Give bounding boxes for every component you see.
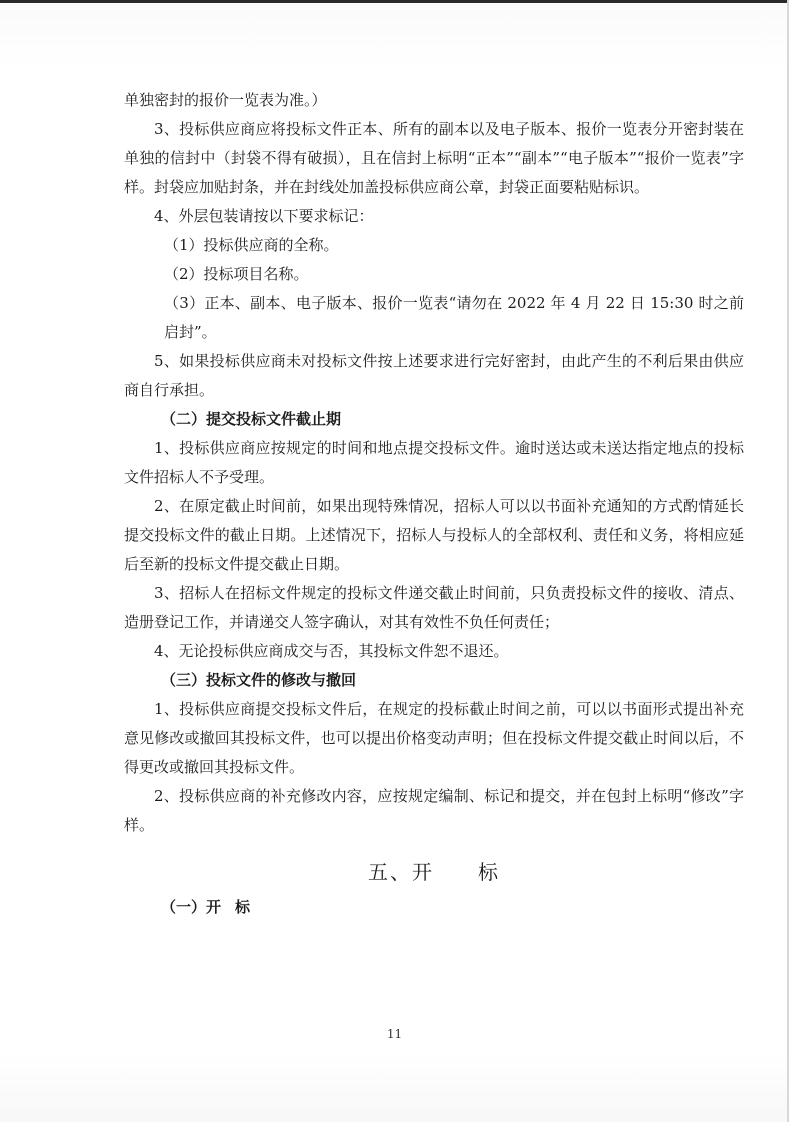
subsection-title-right: 标 — [235, 898, 251, 916]
chapter-title-left: 五、开 — [368, 860, 434, 884]
modification-item: 2、投标供应商的补充修改内容，应按规定编制、标记和提交，并在包封上标明“修改”字样。 — [124, 787, 744, 834]
document-body — [124, 86, 744, 922]
paragraph-item-4: 4、外层包装请按以下要求标记： — [154, 207, 374, 225]
paragraph-continuation: 单独密封的报价一览表为准。） — [124, 91, 327, 109]
subitem-4-2: （2）投标项目名称。 — [164, 265, 309, 283]
modification-item: 1、投标供应商提交投标文件后，在规定的投标截止时间之前，可以以书面形式提出补充意见修改或撤回其投标文件，也可以提出价格变动声明；但在投标文件提交截止时间以后，不得更改或撤回其投标文件。 — [124, 700, 744, 776]
section-heading-deadline: （二）提交投标文件截止期 — [161, 410, 342, 428]
subitem-4-3: （3）正本、副本、电子版本、报价一览表“请勿在 2022 年 4 月 22 日 15:30 时之前启封”。 — [164, 294, 744, 341]
chapter-title — [124, 858, 744, 887]
chapter-title-right: 标 — [478, 860, 500, 884]
paragraph-item-5: 5、如果投标供应商未对投标文件按上述要求进行完好密封，由此产生的不利后果由供应商自行承担。 — [124, 352, 744, 399]
subitem-4-1: （1）投标供应商的全称。 — [164, 236, 339, 254]
deadline-item: 1、投标供应商应按规定的时间和地点提交投标文件。逾时送达或未送达指定地点的投标文件招标人不予受理。 — [124, 439, 744, 486]
page-number: 11 — [386, 1027, 403, 1041]
top-border — [0, 0, 789, 3]
deadline-item: 3、招标人在招标文件规定的投标文件递交截止时间前，只负责投标文件的接收、清点、造册登记工作，并请递交人签字确认，对其有效性不负任何责任； — [124, 584, 744, 631]
deadline-item: 4、无论投标供应商成交与否，其投标文件恕不退还。 — [154, 642, 509, 660]
section-heading-modification: （三）投标文件的修改与撤回 — [161, 671, 357, 689]
deadline-item: 2、在原定截止时间前，如果出现特殊情况，招标人可以以书面补充通知的方式酌情延长提交投标文件的截止日期。上述情况下，招标人与投标人的全部权利、责任和义务，将相应延后至新的投标文件提交截止日期。 — [124, 497, 744, 573]
paragraph-item-3: 3、投标供应商应将投标文件正本、所有的副本以及电子版本、报价一览表分开密封装在单独的信封中（封袋不得有破损），且在信封上标明“正本”“副本”“电子版本”“报价一览表”字样。封袋应加贴封条，并在封线处加盖投标供应商公章，封袋正面要粘贴标识。 — [124, 120, 744, 196]
subsection-title — [124, 893, 744, 922]
subsection-title-left: （一）开 — [161, 898, 222, 916]
